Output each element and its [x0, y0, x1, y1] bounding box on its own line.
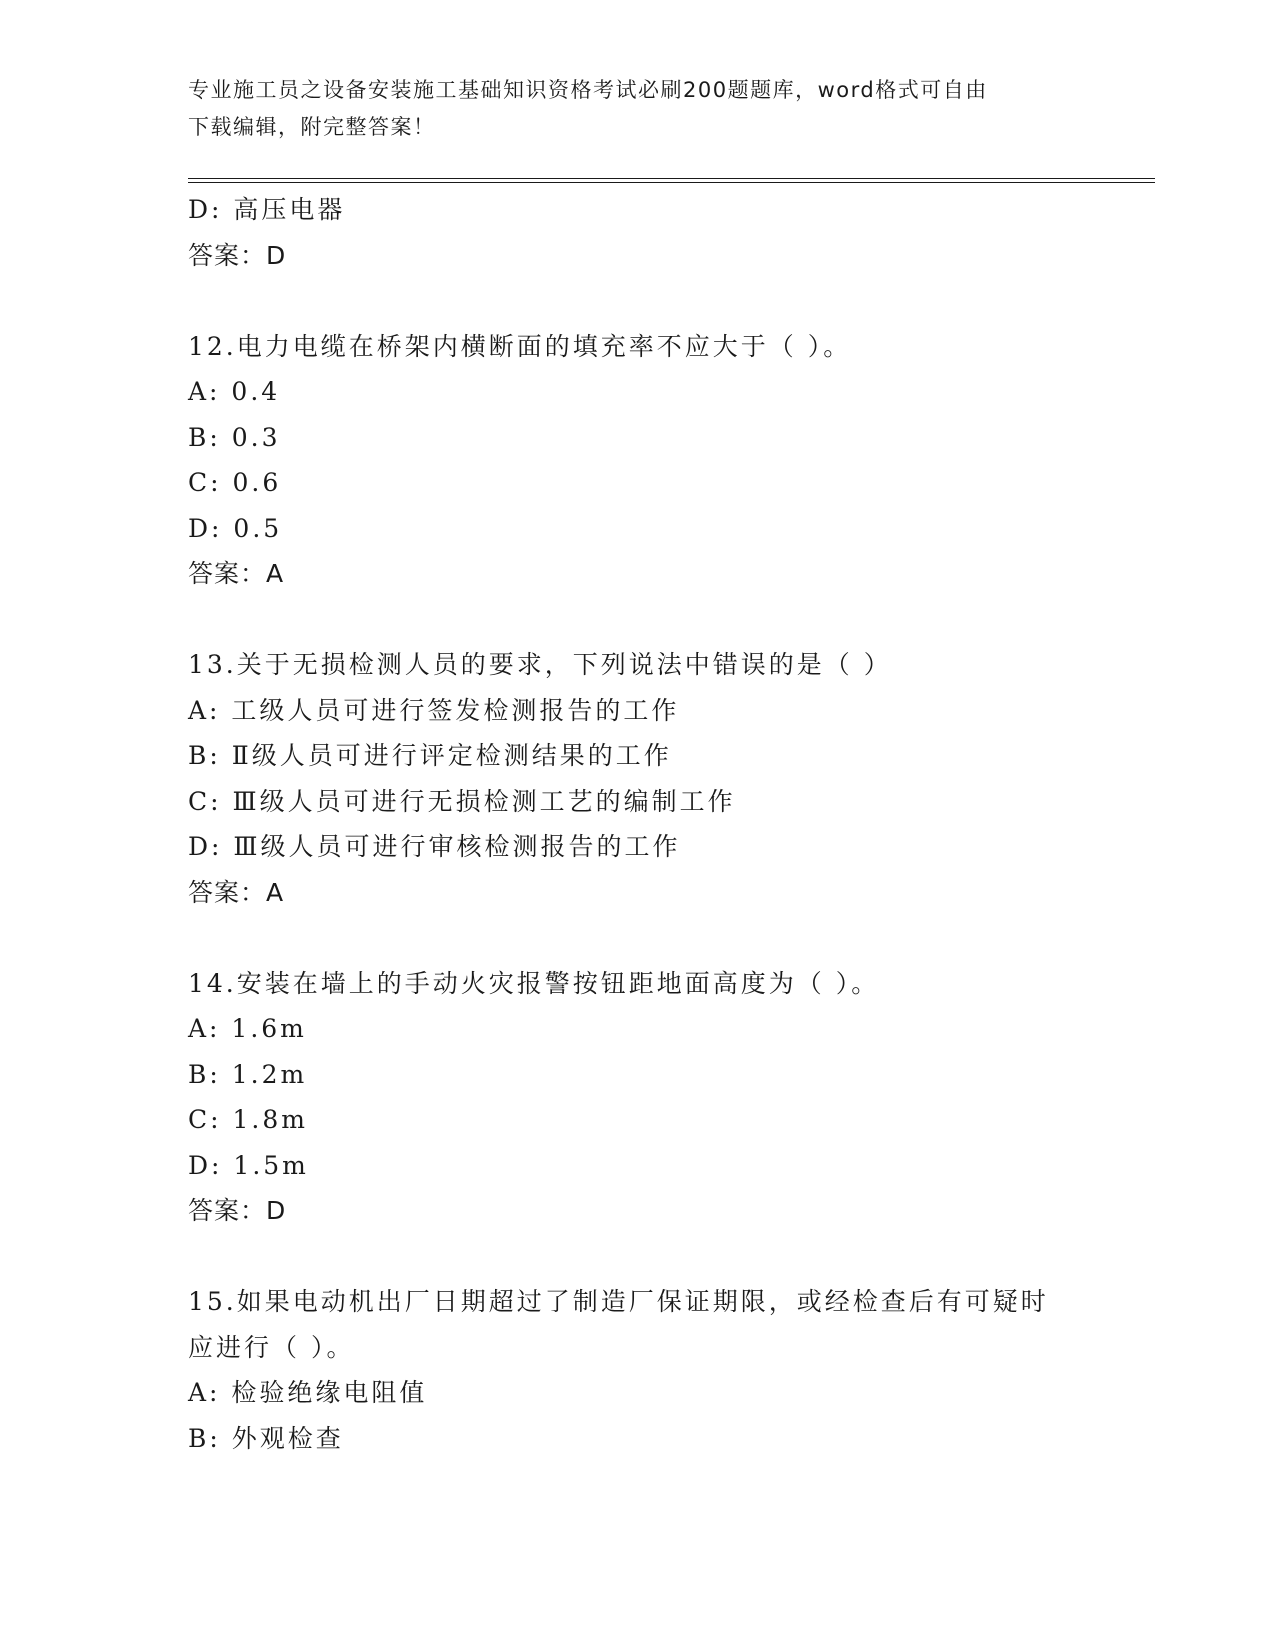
option-d: D: 1.5m [188, 1150, 309, 1180]
option-d: D: 高压电器 [188, 195, 346, 224]
option-b: B: 1.2m [188, 1059, 308, 1089]
option-d: D: Ⅲ级人员可进行审核检测报告的工作 [188, 832, 681, 861]
header-title-line-1: 专业施工员之设备安装施工基础知识资格考试必刷200题题库，word格式可自由 [188, 78, 988, 102]
question-list [188, 187, 1155, 1461]
question-stem-line-1: 15.如果电动机出厂日期超过了制造厂保证期限，或经检查后有可疑时 [188, 1287, 1049, 1316]
question-12 [188, 324, 1155, 597]
question-15 [188, 1279, 1155, 1461]
answer: 答案：A [188, 877, 285, 907]
option-d: D: 0.5 [188, 513, 283, 543]
question-stem: 12.电力电缆在桥架内横断面的填充率不应大于（ ）。 [188, 331, 852, 361]
header-double-rule [188, 178, 1155, 183]
question-stem: 13.关于无损检测人员的要求，下列说法中错误的是（ ） [188, 650, 892, 679]
question-11-tail [188, 187, 1155, 278]
option-b: B: Ⅱ级人员可进行评定检测结果的工作 [188, 741, 672, 770]
option-c: C: 1.8m [188, 1105, 308, 1134]
spacer [188, 1234, 1155, 1280]
spacer [188, 597, 1155, 643]
option-a: A: 检验绝缘电阻值 [188, 1378, 428, 1407]
option-c: C: 0.6 [188, 468, 282, 497]
answer: 答案：A [188, 559, 285, 588]
header-title-line-2: 下载编辑，附完整答案！ [188, 115, 436, 139]
option-b: B: 外观检查 [188, 1423, 344, 1453]
question-stem: 14.安装在墙上的手动火灾报警按钮距地面高度为（ ）。 [188, 968, 880, 998]
question-14 [188, 961, 1155, 1234]
option-c: C: Ⅲ级人员可进行无损检测工艺的编制工作 [188, 786, 736, 816]
option-a: A: 1.6m [188, 1014, 307, 1043]
question-stem-line-2: 应进行（ ）。 [188, 1332, 355, 1362]
option-a: A: 0.4 [188, 377, 281, 406]
answer: 答案：D [188, 1196, 287, 1225]
spacer [188, 915, 1155, 961]
answer: 答案：D [188, 240, 287, 270]
option-a: A: 工级人员可进行签发检测报告的工作 [188, 695, 680, 725]
page-header [188, 72, 1068, 146]
option-b: B: 0.3 [188, 422, 281, 452]
spacer [188, 278, 1155, 324]
question-13 [188, 642, 1155, 915]
